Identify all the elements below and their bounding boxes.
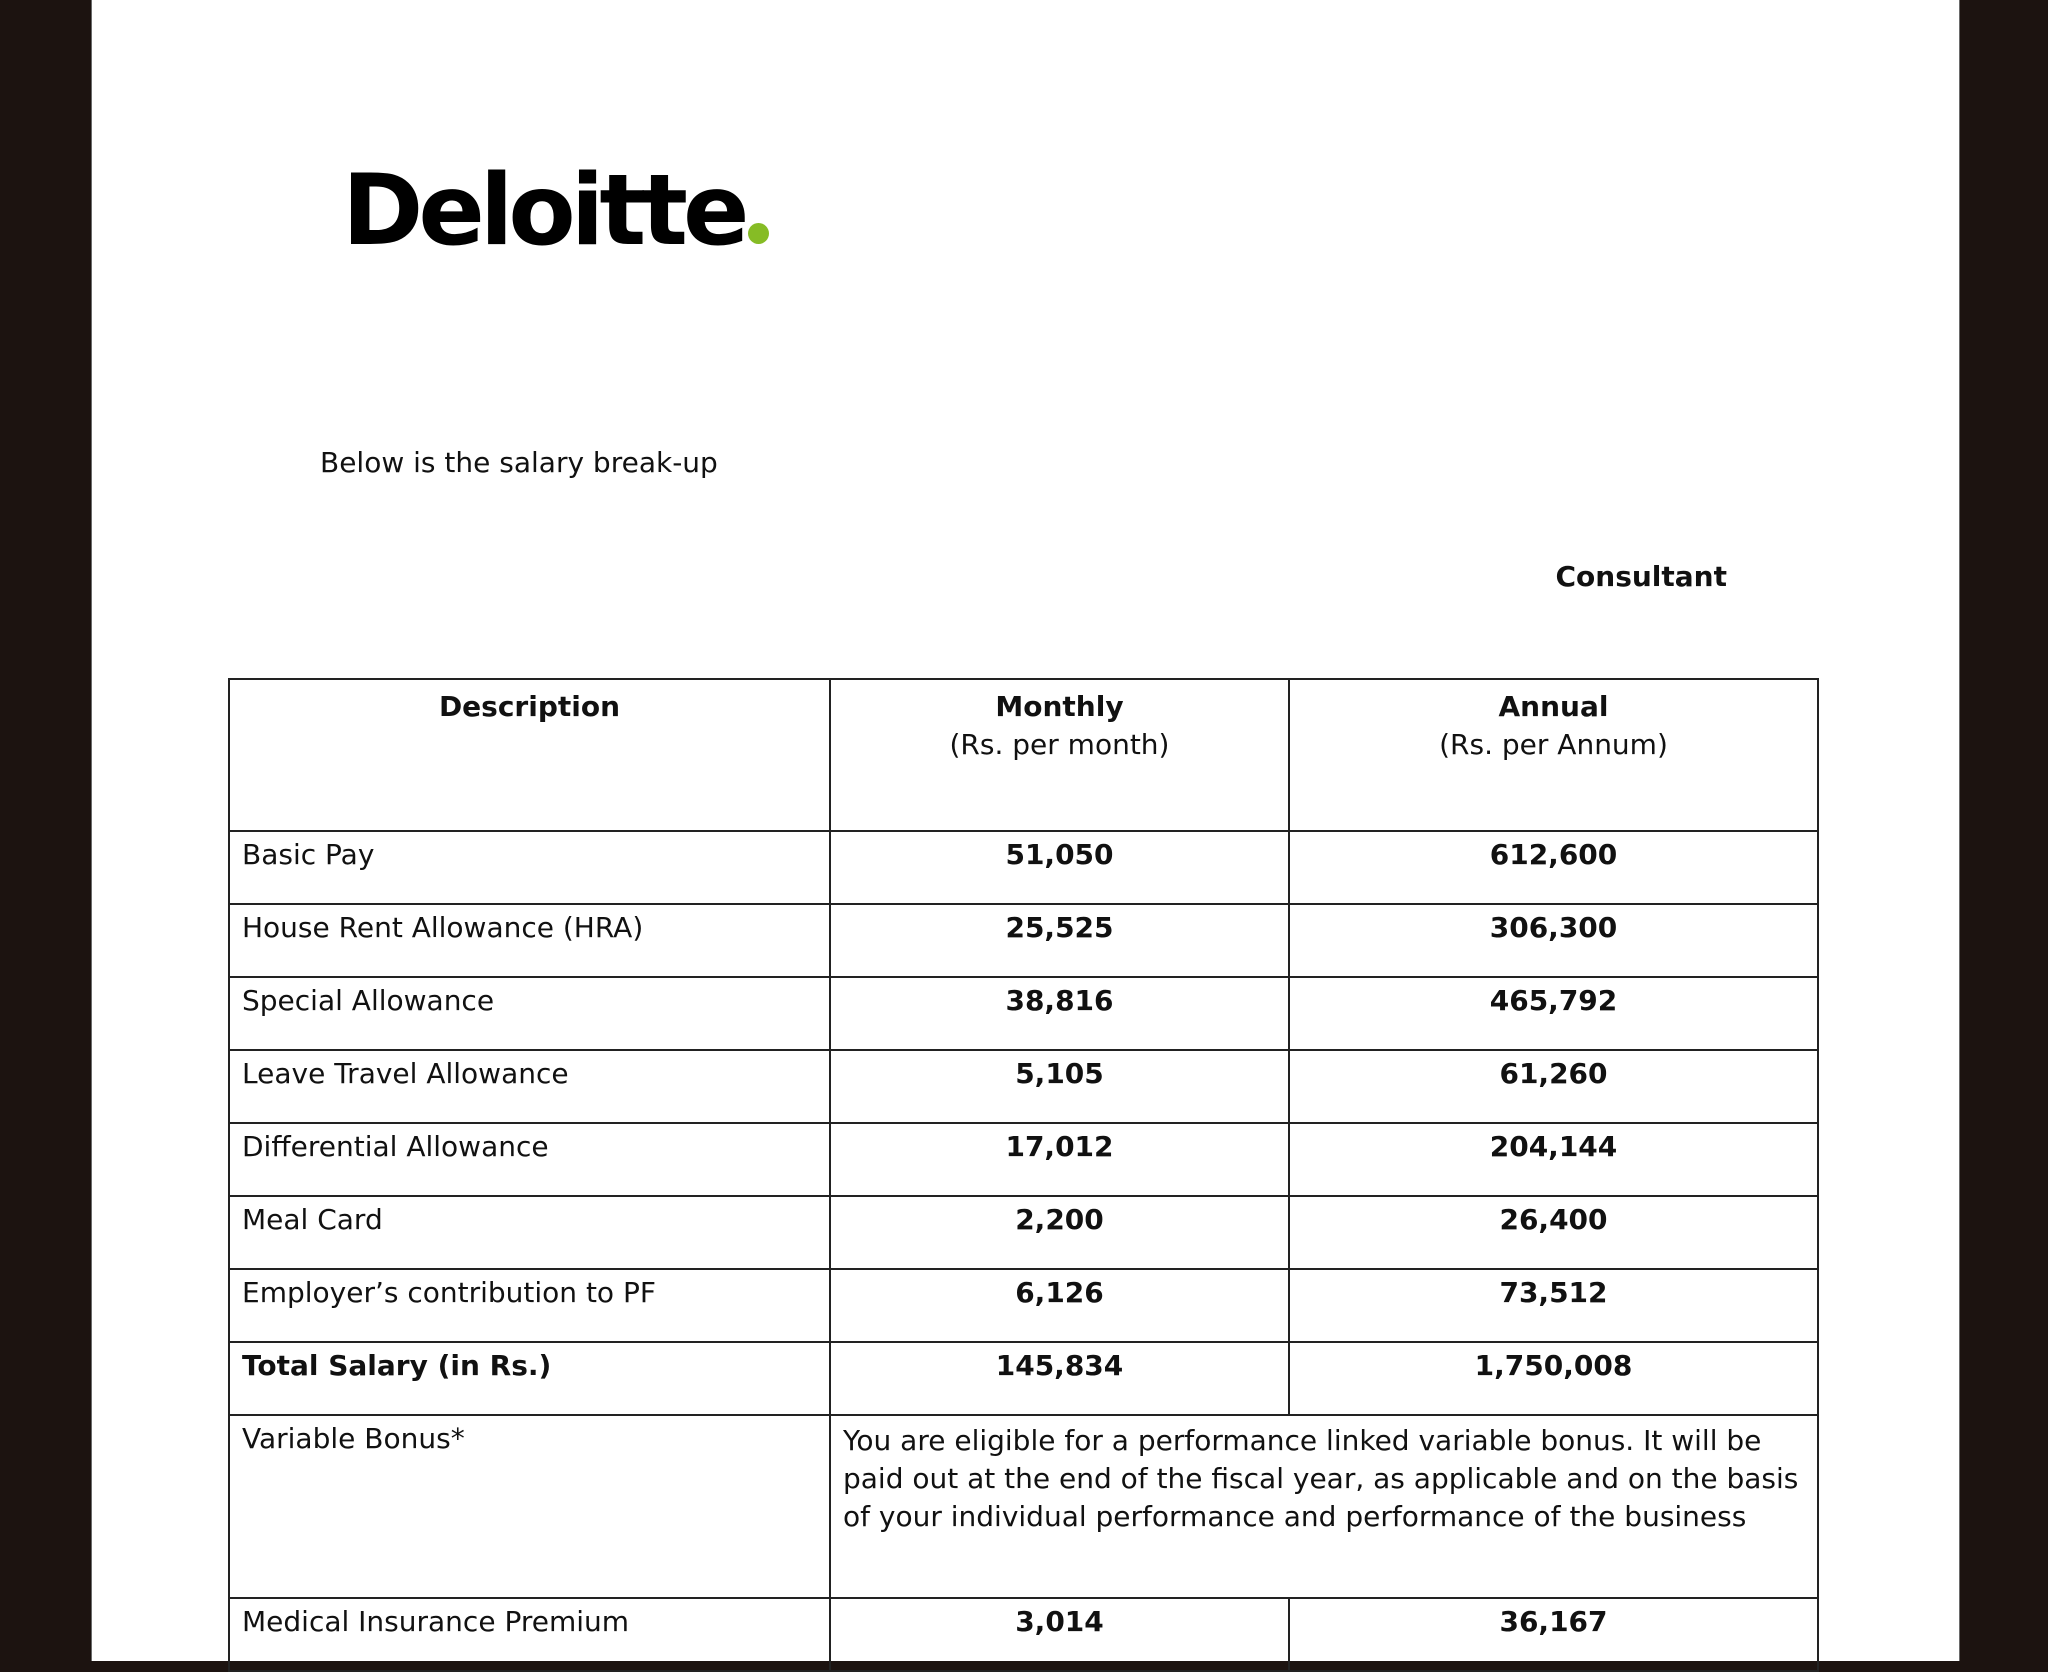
row-monthly: 5,105 bbox=[830, 1050, 1289, 1123]
table-row bbox=[229, 831, 1818, 904]
row-description: Employer’s contribution to PF bbox=[229, 1269, 830, 1342]
header-subtitle: (Rs. per Annum) bbox=[1439, 728, 1668, 761]
salary-breakup-table bbox=[228, 678, 1819, 1672]
header-title: Monthly bbox=[995, 690, 1124, 723]
row-annual: 26,400 bbox=[1289, 1196, 1818, 1269]
row-monthly: 38,816 bbox=[830, 977, 1289, 1050]
row-annual: 61,260 bbox=[1289, 1050, 1818, 1123]
row-annual: 73,512 bbox=[1289, 1269, 1818, 1342]
total-salary-row bbox=[229, 1342, 1818, 1415]
row-description: Differential Allowance bbox=[229, 1123, 830, 1196]
intro-text: Below is the salary break-up bbox=[320, 446, 718, 479]
row-annual: 612,600 bbox=[1289, 831, 1818, 904]
variable-bonus-text: You are eligible for a performance linked variable bonus. It will be paid out at the end of the fiscal year, as applicable and on the basis of your individual performance and performance of the business bbox=[830, 1415, 1818, 1598]
header-annual bbox=[1289, 679, 1818, 831]
medical-insurance-row bbox=[229, 1598, 1818, 1671]
total-monthly: 145,834 bbox=[830, 1342, 1289, 1415]
table-header-row bbox=[229, 679, 1818, 831]
header-description bbox=[229, 679, 830, 831]
variable-bonus-description: Variable Bonus* bbox=[229, 1415, 830, 1598]
row-monthly: 2,200 bbox=[830, 1196, 1289, 1269]
row-annual: 204,144 bbox=[1289, 1123, 1818, 1196]
row-description: Basic Pay bbox=[229, 831, 830, 904]
row-monthly: 17,012 bbox=[830, 1123, 1289, 1196]
logo-green-dot-icon bbox=[748, 223, 769, 244]
designation-label: Consultant bbox=[1555, 560, 1727, 593]
medical-annual: 36,167 bbox=[1289, 1598, 1818, 1671]
medical-monthly: 3,014 bbox=[830, 1598, 1289, 1671]
total-description: Total Salary (in Rs.) bbox=[229, 1342, 830, 1415]
header-monthly bbox=[830, 679, 1289, 831]
header-subtitle: (Rs. per month) bbox=[949, 728, 1170, 761]
logo-text: Deloitte bbox=[342, 154, 745, 268]
table-row bbox=[229, 1123, 1818, 1196]
variable-bonus-row bbox=[229, 1415, 1818, 1598]
medical-description: Medical Insurance Premium bbox=[229, 1598, 830, 1671]
table-row bbox=[229, 1196, 1818, 1269]
total-annual: 1,750,008 bbox=[1289, 1342, 1818, 1415]
row-monthly: 6,126 bbox=[830, 1269, 1289, 1342]
row-description: Leave Travel Allowance bbox=[229, 1050, 830, 1123]
row-description: Special Allowance bbox=[229, 977, 830, 1050]
row-annual: 465,792 bbox=[1289, 977, 1818, 1050]
row-description: House Rent Allowance (HRA) bbox=[229, 904, 830, 977]
row-annual: 306,300 bbox=[1289, 904, 1818, 977]
row-description: Meal Card bbox=[229, 1196, 830, 1269]
header-title: Annual bbox=[1498, 690, 1609, 723]
row-monthly: 25,525 bbox=[830, 904, 1289, 977]
header-title: Description bbox=[438, 690, 621, 723]
table-row bbox=[229, 1050, 1818, 1123]
row-monthly: 51,050 bbox=[830, 831, 1289, 904]
deloitte-logo bbox=[342, 154, 769, 268]
table-row bbox=[229, 904, 1818, 977]
table-row bbox=[229, 1269, 1818, 1342]
table-row bbox=[229, 977, 1818, 1050]
